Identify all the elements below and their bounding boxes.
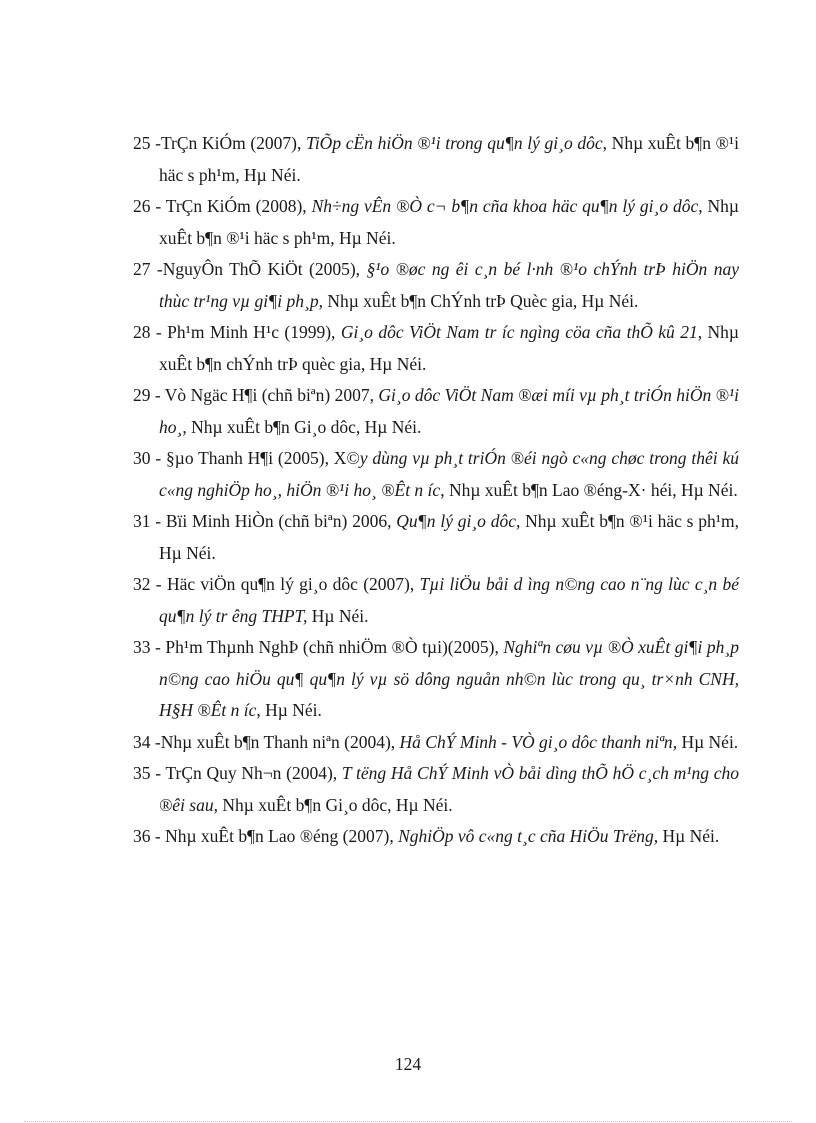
reference-publisher: , Nhµ xuÊt b¶n Gi¸o dôc, Hµ Néi. — [213, 794, 453, 815]
reference-lead: 28 - Ph¹m Minh H¹c (1999), — [133, 322, 341, 342]
reference-publisher: Nhµ xuÊt b¶n ®¹i häc s ph¹m, Hµ Néi. — [159, 511, 739, 563]
reference-title: Nh÷ng vÊn ®Ò c¬ b¶n cña khoa häc qu¶n lý gi¸o dôc — [311, 196, 699, 216]
reference-publisher: Nhµ xuÊt b¶n ChÝnh trÞ Quèc gia, Hµ Néi. — [322, 290, 639, 311]
reference-title: Hå ChÝ Minh - VÒ gi¸o dôc thanh niªn — [399, 731, 673, 752]
reference-title: T tëng Hå ChÝ Minh vÒ båi dìng thÕ hÖ c¸ch m¹ng cho ®êi sau — [159, 763, 739, 815]
reference-publisher: , Hµ Néi. — [672, 731, 739, 752]
reference-lead: 27 -NguyÔn ThÕ KiÖt (2005), — [133, 259, 367, 279]
reference-item — [133, 506, 739, 569]
page-number: 124 — [394, 1054, 422, 1074]
reference-item — [133, 632, 739, 727]
reference-item — [133, 443, 739, 506]
reference-item — [133, 191, 739, 254]
reference-item — [133, 254, 739, 317]
reference-publisher: , Nhµ xuÊt b¶n ®¹i häc s ph¹m, Hµ Néi. — [159, 133, 739, 185]
reference-title: Nghiªn cøu vµ ®Ò xuÊt gi¶i ph¸p n©ng cao hiÖu qu¶ qu¶n lý vµ sö dông nguån nh©n lùc trong qu¸ tr×nh CNH, H§H ®Êt n íc — [159, 637, 739, 720]
bottom-divider — [24, 1121, 792, 1122]
reference-title: Tµi liÖu båi d ìng n©ng cao n¨ng lùc c¸n bé qu¶n lý tr êng THPT, — [159, 574, 740, 626]
reference-lead: 32 - Häc viÖn qu¶n lý gi¸o dôc (2007), — [133, 574, 420, 594]
reference-item — [133, 128, 739, 191]
reference-item — [133, 758, 739, 821]
reference-lead: 30 - §µo Thanh H¶i (2005), X© — [133, 448, 360, 468]
reference-title: TiÕp cËn hiÖn ®¹i trong qu¶n lý gi¸o dôc — [306, 133, 603, 153]
reference-lead: 29 - Vò Ngäc H¶i (chñ biªn) 2007, — [133, 385, 379, 405]
reference-title: Gi¸o dôc ViÖt Nam tr íc ngìng cöa cña thÕ kû 21 — [340, 322, 698, 342]
reference-lead: 25 -TrÇn KiÓm (2007), — [133, 133, 307, 153]
reference-lead: 36 - Nhµ xuÊt b¶n Lao ®éng (2007), — [133, 826, 399, 846]
reference-lead: 34 -Nhµ xuÊt b¶n Thanh niªn (2004), — [133, 731, 400, 752]
reference-lead: 35 - TrÇn Quy Nh¬n (2004), — [133, 763, 342, 783]
reference-title: y dùng vµ ph¸t triÓn ®éi ngò c«ng chøc trong thêi kú c«ng nghiÖp ho¸, hiÖn ®¹i ho¸ ®Êt n íc — [159, 448, 739, 500]
reference-item — [133, 727, 739, 759]
reference-lead: 26 - TrÇn KiÓm (2008), — [133, 196, 312, 216]
reference-title: Gi¸o dôc ViÖt Nam ®æi míi vµ ph¸t triÓn hiÖn ®¹i ho¸ — [159, 385, 739, 437]
reference-publisher: , Nhµ xuÊt b¶n ®¹i häc s ph¹m, Hµ Néi. — [159, 196, 739, 248]
reference-item — [133, 569, 739, 632]
reference-publisher: , Hµ Néi. — [256, 700, 322, 720]
reference-item — [133, 821, 739, 853]
reference-title: §¹o ®øc ng êi c¸n bé l·nh ®¹o chÝnh trÞ hiÖn nay thùc tr¹ng vµ gi¶i ph¸p, — [159, 259, 739, 311]
reference-item — [133, 380, 739, 443]
reference-title: Qu¶n lý gi¸o dôc, — [396, 511, 521, 531]
reference-lead: 33 - Ph¹m Thµnh NghÞ (chñ nhiÖm ®Ò tµi)(2005), — [133, 637, 504, 657]
reference-list — [133, 128, 739, 853]
reference-publisher: Hµ Néi. — [658, 826, 720, 846]
reference-lead: 31 - Bïi Minh HiÒn (chñ biªn) 2006, — [133, 511, 397, 531]
reference-publisher: Hµ Néi. — [307, 605, 369, 626]
reference-item — [133, 317, 739, 380]
reference-publisher: , Nhµ xuÊt b¶n chÝnh trÞ quèc gia, Hµ Néi. — [159, 322, 739, 374]
reference-publisher: , Nhµ xuÊt b¶n Lao ®éng-X· héi, Hµ Néi. — [440, 479, 738, 500]
reference-title: NghiÖp vô c«ng t¸c cña HiÖu Trëng, — [398, 826, 659, 846]
reference-publisher: , Nhµ xuÊt b¶n Gi¸o dôc, Hµ Néi. — [182, 416, 422, 437]
